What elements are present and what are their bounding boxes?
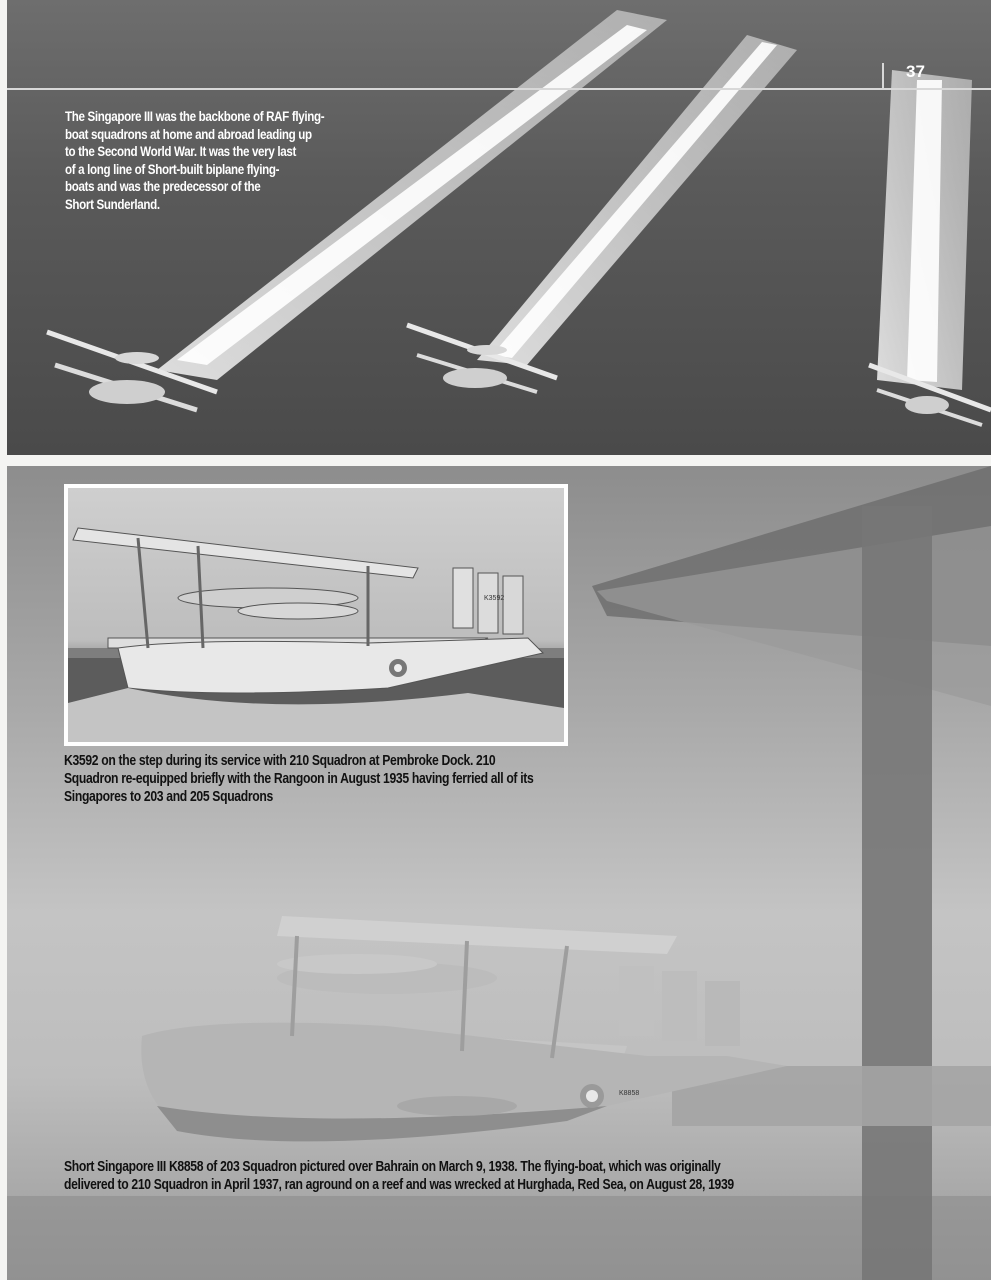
top-photo-caption xyxy=(65,108,324,213)
caption-line: Short Sunderland. xyxy=(65,196,160,212)
k3592-tail-serial: K3592 xyxy=(484,595,505,602)
page-number: 37 xyxy=(906,62,925,81)
caption-line: delivered to 210 Squadron in April 1937, ran aground on a reef and was wrecked at Hurghada, Red Sea, on August 28, 1939 xyxy=(64,1177,734,1193)
main-photo-k8858-in-flight xyxy=(7,466,991,1280)
formation-illustration xyxy=(7,0,991,455)
caption-line: to the Second World War. It was the very last xyxy=(65,144,296,159)
caption-line: The Singapore III was the backbone of RAF flying- xyxy=(65,109,325,124)
header-rule xyxy=(7,88,991,90)
caption-line: Short Singapore III K8858 of 203 Squadron pictured over Bahrain on March 9, 1938. The flying-boat, which was originally xyxy=(64,1159,721,1175)
main-photo-caption xyxy=(64,1158,734,1194)
caption-line: of a long line of Short-built biplane flying- xyxy=(65,161,280,177)
k3592-illustration xyxy=(68,488,564,742)
inset-photo-caption xyxy=(64,752,533,806)
k8858-fuselage-serial: K8858 xyxy=(619,1090,640,1097)
top-photo-formation-takeoff xyxy=(7,0,991,455)
inset-photo-k3592 xyxy=(64,484,568,746)
caption-line: Squadron re-equipped briefly with the Rangoon in August 1935 having ferried all of its xyxy=(64,771,534,787)
caption-line: boat squadrons at home and abroad leading up xyxy=(65,126,312,142)
caption-line: K3592 on the step during its service with 210 Squadron at Pembroke Dock. 210 xyxy=(64,753,496,769)
caption-line: Singapores to 203 and 205 Squadrons xyxy=(64,789,273,805)
page-number-divider xyxy=(882,63,884,89)
caption-line: boats and was the predecessor of the xyxy=(65,179,261,194)
